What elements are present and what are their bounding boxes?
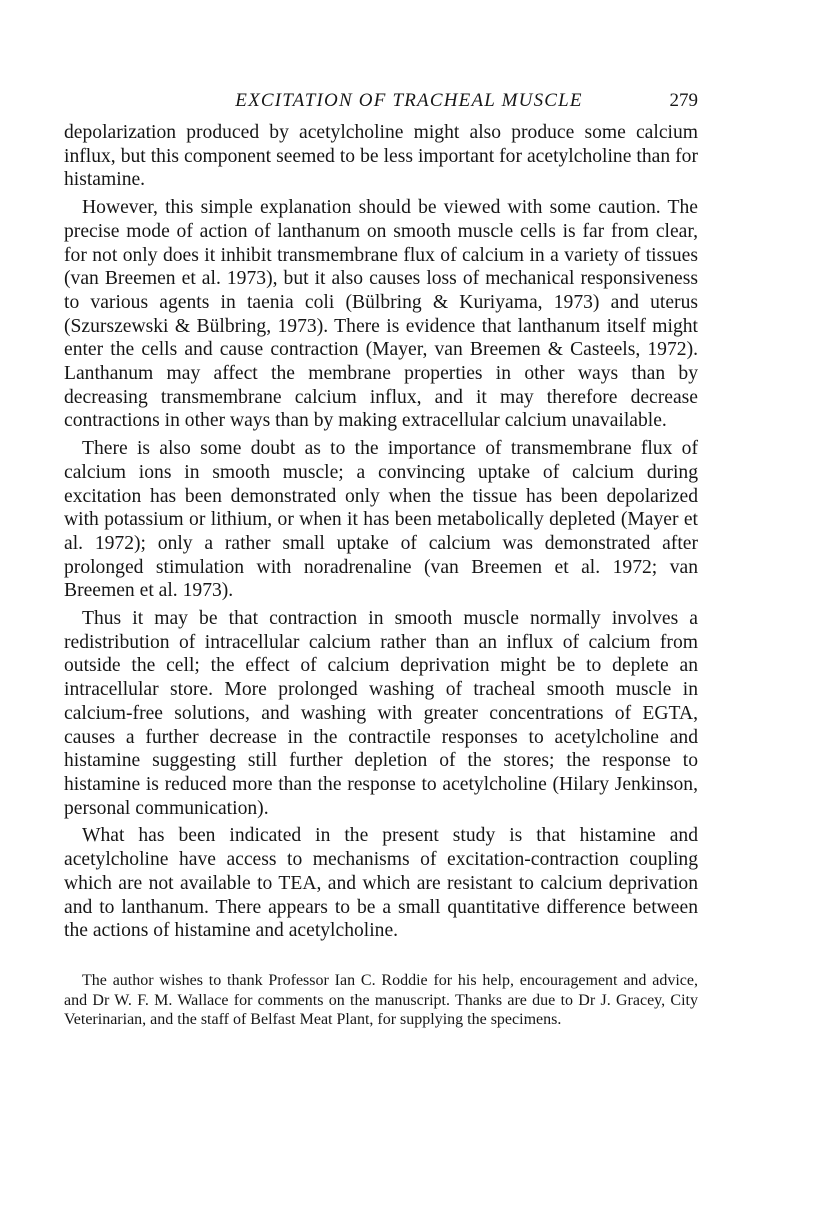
paragraph-continued: depolarization produced by acetylcholine might also produce some calcium influx, but this component seemed to be less important for acetylcholine than for histamine. — [64, 122, 698, 191]
paragraph-transmembrane-flux: There is also some doubt as to the importance of transmembrane flux of calcium ions in smooth muscle; a convincing uptake of calcium during excitation has been demonstrated only when the tissue has been depolarized with potassium or lithium, or when it has been metabolically depleted (Mayer et al. 1972); only a rather small uptake of calcium was demonstrated after prolonged stimulation with noradrenaline (van Breemen et al. 1972; van Breemen et al. 1973). — [64, 438, 698, 602]
running-title: EXCITATION OF TRACHEAL MUSCLE — [235, 90, 583, 111]
paragraph-lanthanum-caution: However, this simple explanation should be viewed with some caution. The precise mode of action of lanthanum on smooth muscle cells is far from clear, for not only does it inhibit transmembrane flux of calcium in a variety of tissues (van Breemen et al. 1973), but it also causes loss of mechanical responsiveness to various agents in taenia coli (Bülbring & Kuriyama, 1973) and uterus (Szurszewski & Bülbring, 1973). There is evidence that lanthanum itself might enter the cells and cause contraction (Mayer, van Breemen & Casteels, 1972). Lanthanum may affect the membrane properties in other ways than by decreasing transmembrane calcium influx, and it may therefore decrease contractions in other ways than by making extracellular calcium unavailable. — [64, 197, 698, 432]
paragraph-intracellular-calcium: Thus it may be that contraction in smooth muscle normally involves a redistribution of intracellular calcium rather than an influx of calcium from outside the cell; the effect of calcium deprivation might be to deplete an intracellular store. More prolonged washing of tracheal smooth muscle in calcium-free solutions, and washing with greater concentrations of EGTA, causes a further decrease in the contractile responses to acetylcholine and histamine suggesting still further depletion of the stores; the response to histamine is reduced more than the response to acetylcholine (Hilary Jenkinson, personal communication). — [64, 608, 698, 819]
paragraph-conclusion: What has been indicated in the present study is that histamine and acetylcholine have access to mechanisms of excitation-contraction coupling which are not available to TEA, and which are resistant to calcium deprivation and to lanthanum. There appears to be a small quantitative difference between the actions of histamine and acetylcholine. — [64, 825, 698, 942]
article-body — [64, 121, 698, 943]
page-header — [64, 90, 698, 116]
acknowledgement: The author wishes to thank Professor Ian C. Roddie for his help, encouragement and advice, and Dr W. F. M. Wallace for comments on the manuscript. Thanks are due to Dr J. Gracey, City Veterinarian, and the staff of Belfast Meat Plant, for supplying the specimens. — [64, 972, 698, 1029]
page-number: 279 — [669, 90, 698, 111]
